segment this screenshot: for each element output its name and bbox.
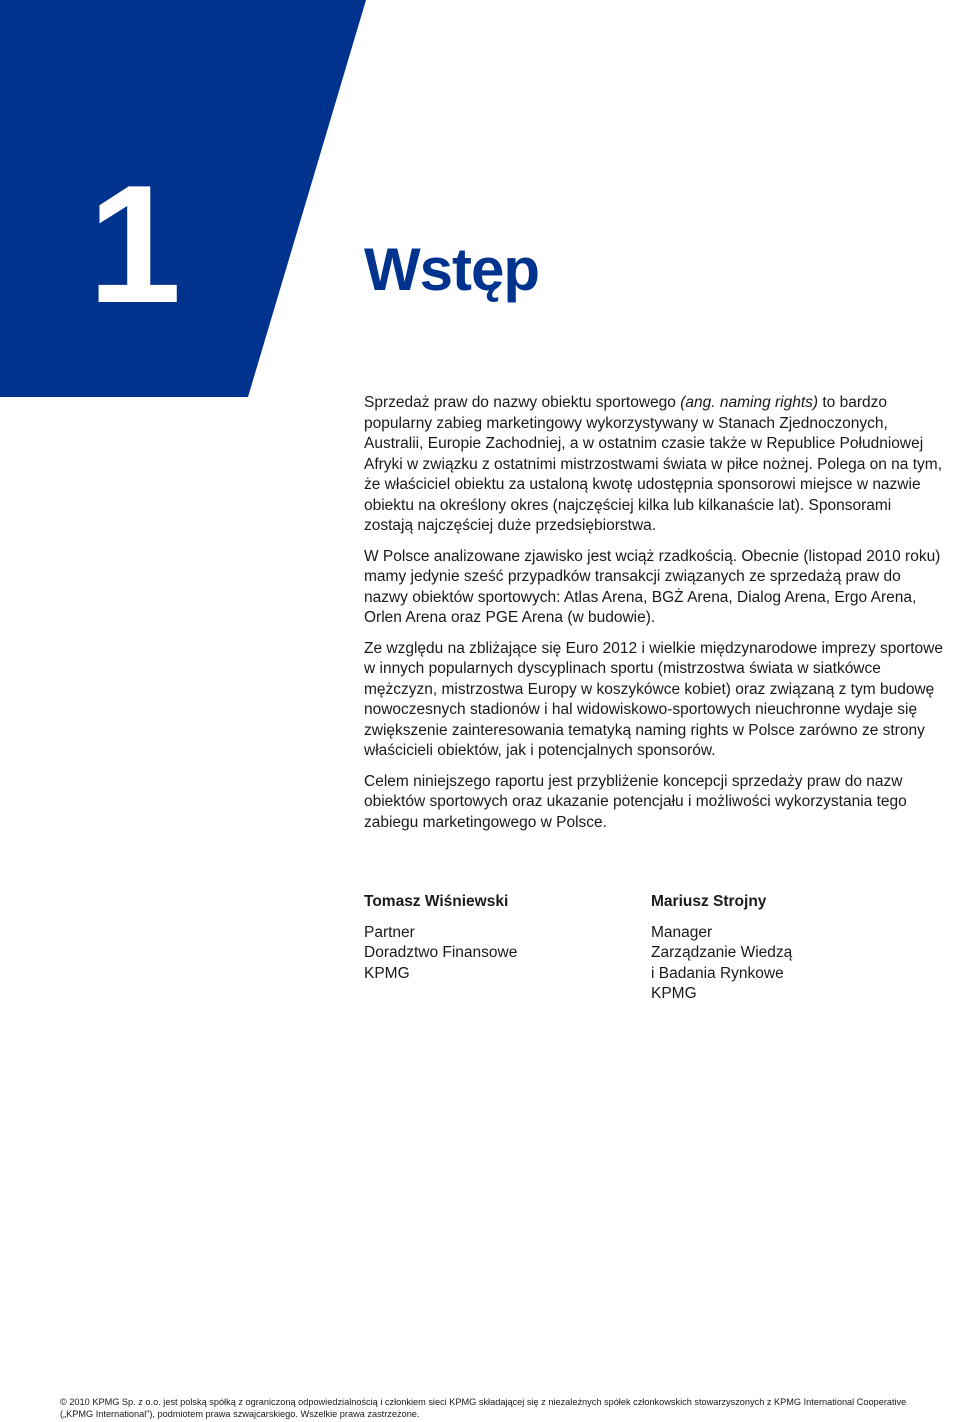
- intro-text: [364, 393, 944, 843]
- signature-name: Tomasz Wiśniewski: [364, 893, 509, 910]
- signature-company: KPMG: [364, 964, 410, 982]
- signature-title: Partner: [364, 923, 415, 941]
- signature-department: Doradztwo Finansowe: [364, 944, 518, 961]
- signature-title: Manager: [651, 923, 713, 941]
- paragraph-4: Celem niniejszego raportu jest przybliżenie koncepcji sprzedaży praw do nazw obiektów sportowych oraz ukazanie potencjału i możliwości wykorzystania tego zabiegu marketingowego w Polsce.: [364, 772, 907, 831]
- paragraph-1: [364, 393, 944, 537]
- page-title: Wstęp: [364, 236, 539, 303]
- signature-department-cont: i Badania Rynkowe: [651, 964, 784, 982]
- paragraph-1-italic: (ang. naming rights): [680, 394, 819, 411]
- copyright-footer: [60, 1397, 940, 1420]
- footer-line-1: © 2010 KPMG Sp. z o.o. jest polską spółką z ograniczoną odpowiedzialnością i członkiem sieci KPMG składającej się z niezależnych spółek członkowskich stowarzyszonych z KPMG International Cooperative: [60, 1397, 907, 1407]
- signature-tomasz-wisniewski: [364, 892, 517, 984]
- signature-mariusz-strojny: [651, 892, 792, 1005]
- signature-name: Mariusz Strojny: [651, 893, 767, 910]
- header-blue-shape: [0, 0, 366, 397]
- signature-company: KPMG: [651, 985, 697, 1002]
- paragraph-3: Ze względu na zbliżające się Euro 2012 i wielkie międzynarodowe imprezy sportowe w innych popularnych dyscyplinach sportu (mistrzostwa świata w siatkówce mężczyzn, mistrzostwa Europy w koszykówce kobiet) oraz związaną z tym budowę nowoczesnych stadionów i hal widowiskowo-sportowych nieuchronne wydaje się zwiększenie zainteresowania tematyką naming rights w Polsce zarówno ze strony właścicieli obiektów, jak i potencjalnych sponsorów.: [364, 639, 943, 759]
- paragraph-1-end: to bardzo popularny zabieg marketingowy wykorzystywany w Stanach Zjednoczonych, Australii, Europie Zachodniej, a w ostatnim czasie także w Republice Południowej Afryki w związku z ostatnimi mistrzostwami świata w piłce nożnej. Polega on na tym, że właściciel obiektu za ustaloną kwotę udostępnia sponsorowi miejsce w nazwie obiektu na określony okres (najczęściej kilka lub kilkanaście lat). Sponsorami zostają najczęściej duże przedsiębiorstwa.: [364, 394, 943, 534]
- paragraph-2: W Polsce analizowane zjawisko jest wciąż rzadkością. Obecnie (listopad 2010 roku) mamy jedynie sześć przypadków transakcji związanych ze sprzedażą praw do nazwy obiektów sportowych: Atlas Arena, BGŻ Arena, Dialog Arena, Ergo Arena, Orlen Arena oraz PGE Arena (w budowie).: [364, 547, 941, 626]
- footer-line-2: („KPMG International”), podmiotem prawa szwajcarskiego. Wszelkie prawa zastrzeżone.: [60, 1408, 420, 1419]
- chapter-number: 1: [88, 150, 178, 338]
- paragraph-1-start: Sprzedaż praw do nazwy obiektu sportowego: [364, 394, 681, 411]
- signature-department: Zarządzanie Wiedzą: [651, 944, 793, 961]
